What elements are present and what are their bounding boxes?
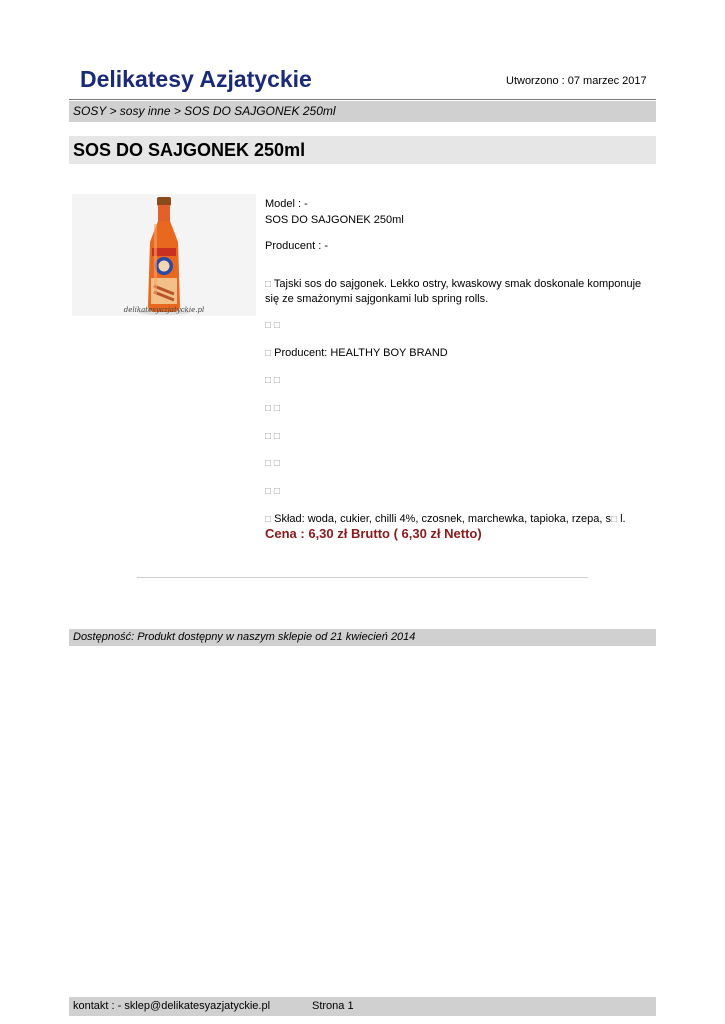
sauce-bottle-icon	[72, 194, 256, 316]
page-number: Strona 1	[312, 1000, 354, 1012]
placeholder-glyphs: □ □	[265, 458, 280, 469]
placeholder-glyphs: □ □	[265, 375, 280, 386]
placeholder-glyphs: □ □	[265, 431, 280, 442]
model-label: Model : -	[265, 198, 308, 210]
placeholder-glyphs: □ □	[265, 403, 280, 414]
placeholder-glyph: □	[265, 279, 272, 290]
placeholder-glyph: □	[265, 348, 272, 359]
footer	[69, 997, 656, 1016]
price: Cena : 6,30 zł Brutto ( 6,30 zł Netto)	[265, 526, 482, 541]
ingredients-end: l.	[620, 513, 626, 525]
availability: Dostępność: Produkt dostępny w naszym sklepie od 21 kwiecień 2014	[69, 629, 656, 646]
producer-brand: Producent: HEALTHY BOY BRAND	[274, 347, 448, 359]
product-title: SOS DO SAJGONEK 250ml	[69, 136, 656, 164]
header-divider	[69, 99, 656, 100]
footer-contact: kontakt : - sklep@delikatesyazjatyckie.pl	[73, 1000, 271, 1012]
product-name: SOS DO SAJGONEK 250ml	[265, 214, 404, 226]
ingredients-text: Skład: woda, cukier, chilli 4%, czosnek, marchewka, tapioka, rzepa, s	[274, 513, 611, 525]
image-watermark: delikatesyazjatyckie.pl	[123, 306, 205, 314]
breadcrumb: SOSY > sosy inne > SOS DO SAJGONEK 250ml	[69, 101, 656, 122]
product-image	[72, 194, 256, 316]
created-date: Utworzono : 07 marzec 2017	[506, 75, 647, 87]
placeholder-glyphs: □ □	[265, 486, 280, 497]
description-line: Tajski sos do sajgonek. Lekko ostry, kwaskowy smak doskonale komponuje się ze smażonymi sajgonkami lub spring rolls.	[265, 278, 642, 305]
section-divider	[137, 577, 588, 578]
producer-description	[265, 346, 448, 361]
producer-label: Producent : -	[265, 240, 328, 252]
description-text	[265, 277, 645, 306]
placeholder-glyph: □	[610, 514, 618, 525]
shop-title: Delikatesy Azjatyckie	[80, 66, 312, 92]
placeholder-glyphs: □ □	[265, 320, 280, 331]
placeholder-glyph: □	[265, 514, 272, 525]
ingredients	[265, 512, 626, 527]
